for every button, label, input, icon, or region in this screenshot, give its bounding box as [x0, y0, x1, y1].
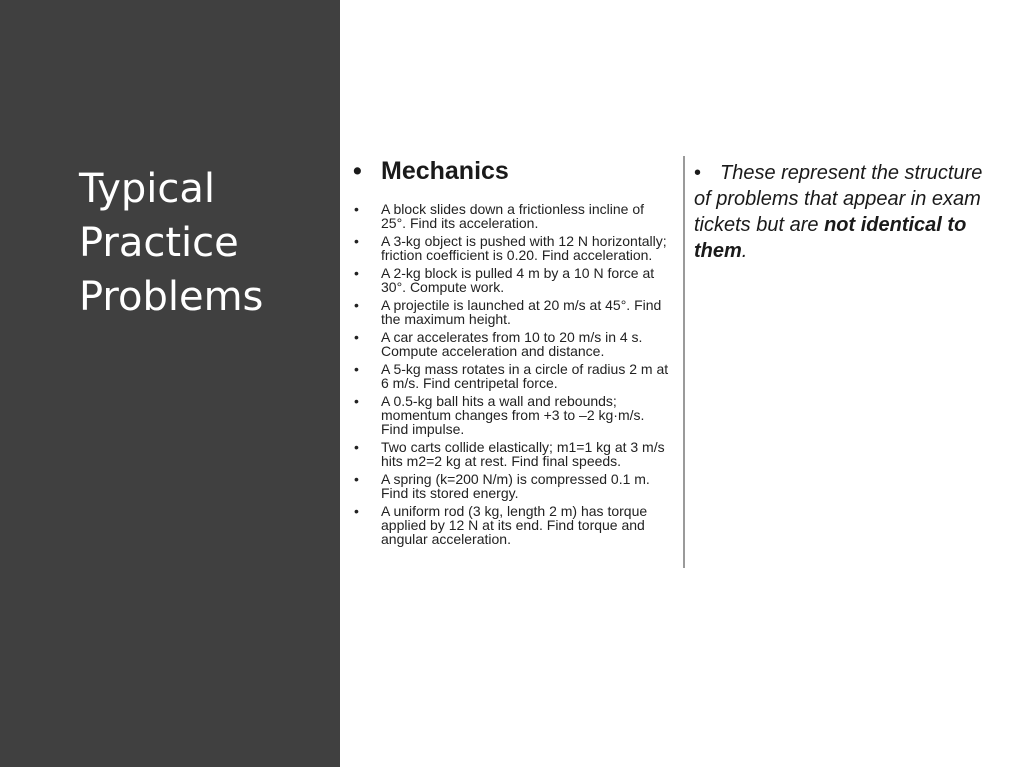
bullet-icon: •	[354, 233, 359, 249]
mechanics-heading-text: Mechanics	[381, 157, 509, 185]
list-item	[353, 234, 671, 262]
mechanics-heading	[353, 156, 671, 186]
problem-text: A car accelerates from 10 to 20 m/s in 4 s. Compute acceleration and distance.	[381, 329, 643, 359]
title-panel	[0, 0, 340, 767]
bullet-icon: •	[354, 361, 359, 377]
problem-text: A 2-kg block is pulled 4 m by a 10 N force at 30°. Compute work.	[381, 265, 655, 295]
problem-text: A 0.5-kg ball hits a wall and rebounds; momentum changes from +3 to –2 kg·m/s. Find impulse.	[381, 393, 645, 437]
bullet-icon: •	[354, 393, 359, 409]
list-item	[353, 298, 671, 326]
list-item	[353, 266, 671, 294]
bullet-icon: •	[354, 201, 359, 217]
title-line: Problems	[79, 274, 264, 320]
problem-list	[353, 202, 671, 546]
note-section	[694, 160, 989, 264]
title-line: Typical	[79, 166, 215, 212]
problem-text: A spring (k=200 N/m) is compressed 0.1 m. Find its stored energy.	[381, 471, 650, 501]
slide-title	[79, 162, 329, 324]
bullet-icon: •	[354, 329, 359, 345]
problem-text: A uniform rod (3 kg, length 2 m) has torque applied by 12 N at its end. Find torque and angular acceleration.	[381, 503, 648, 547]
problem-text: A 5-kg mass rotates in a circle of radius 2 m at 6 m/s. Find centripetal force.	[381, 361, 669, 391]
list-item	[353, 394, 671, 436]
note-emphasis: not identical to them	[694, 214, 967, 262]
list-item	[353, 440, 671, 468]
list-item	[353, 330, 671, 358]
list-item	[353, 202, 671, 230]
title-line: Practice	[79, 220, 239, 266]
bullet-icon: •	[354, 471, 359, 487]
problem-text: A projectile is launched at 20 m/s at 45°. Find the maximum height.	[381, 297, 662, 327]
note-text: These represent the structure of problems that appear in exam tickets but are	[694, 162, 983, 236]
list-item	[353, 504, 671, 546]
note-text-end: .	[741, 240, 748, 262]
bullet-icon: •	[354, 503, 359, 519]
problem-text: A 3-kg object is pushed with 12 N horizontally; friction coefficient is 0.20. Find acceleration.	[381, 233, 667, 263]
bullet-icon: •	[354, 297, 359, 313]
mechanics-section	[353, 156, 671, 550]
problem-text: Two carts collide elastically; m1=1 kg at 3 m/s hits m2=2 kg at rest. Find final speeds.	[381, 439, 665, 469]
problem-text: A block slides down a frictionless incline of 25°. Find its acceleration.	[381, 201, 645, 231]
list-item	[353, 472, 671, 500]
bullet-icon: •	[694, 162, 702, 184]
column-divider	[683, 156, 685, 568]
list-item	[353, 362, 671, 390]
bullet-icon: •	[354, 265, 359, 281]
bullet-icon: •	[354, 439, 359, 455]
bullet-icon: •	[353, 157, 362, 185]
